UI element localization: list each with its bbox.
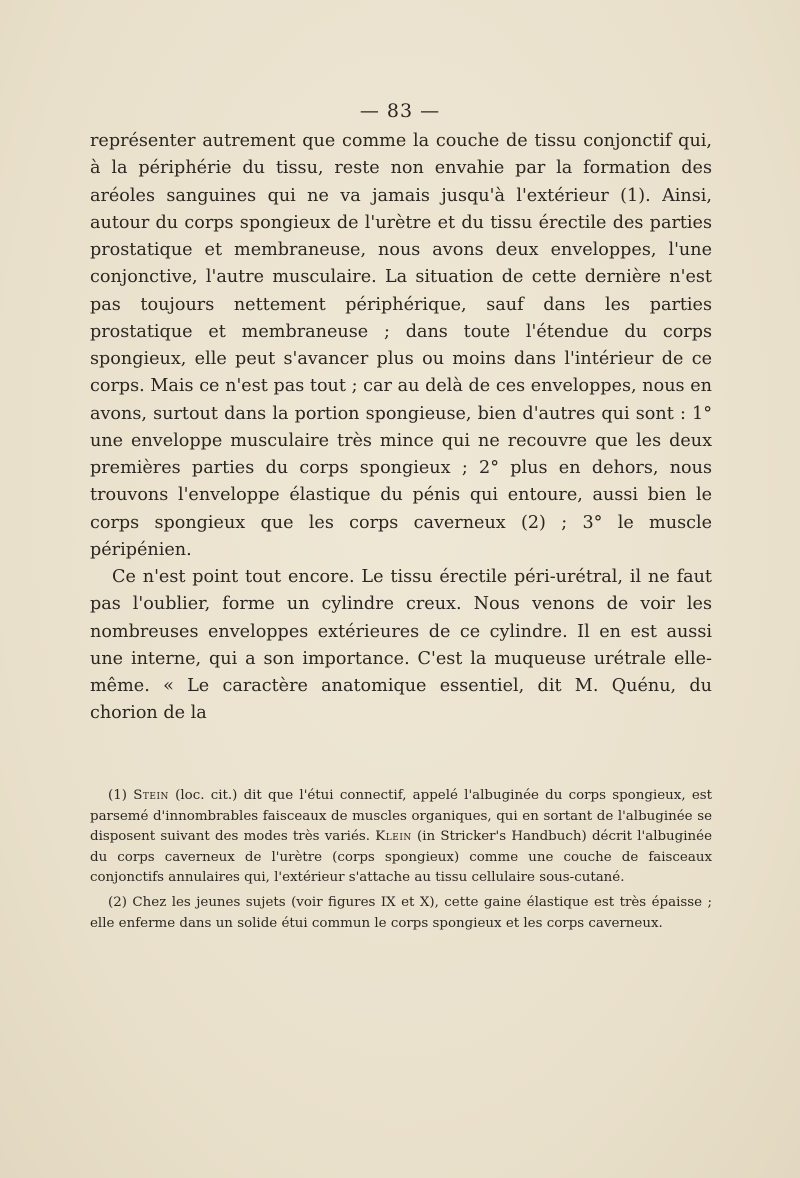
footnote-1-author: Stein [133,788,169,803]
paragraph-1: représenter autrement que comme la couche de tissu conjonctif qui, à la périphérie du tissu, reste non envahie par la formation des aréoles sanguines qui ne va jamais jusqu'à l'extérieur (1). Ainsi, autour du corps spongieux de l'urètre et du tissu érectile des parties prostatique et membraneuse, nous avons deux enveloppes, l'une conjonctive, l'autre musculaire. La situation de cette dernière n'est pas toujours nettement périphérique, sauf dans les parties prostatique et membraneuse ; dans toute l'étendue du corps spongieux, elle peut s'avancer plus ou moins dans l'intérieur de ce corps. Mais ce n'est pas tout ; car au delà de ces enveloppes, nous en avons, surtout dans la portion spongieuse, bien d'autres qui sont : 1° une enveloppe musculaire très mince qui ne recouvre que les deux premières parties du corps spongieux ; 2° plus en dehors, nous trouvons l'enveloppe élastique du pénis qui entoure, aussi bien le corps spongieux que les corps caverneux (2) ; 3° le muscle péripénien. [90,131,712,560]
footnote-2-marker: (2) [108,894,127,910]
page-number: — 83 — [359,100,441,122]
footnote-1 [90,786,712,889]
footnote-1-author-2: Klein [375,829,412,845]
footnote-2-text: Chez les jeunes sujets (voir figures IX et X), cette gaine élastique est très épaisse ; elle enferme dans un solide étui commun le corps spongieux et les corps caverneux. [90,894,712,931]
footnotes [90,786,712,938]
footnote-1-text: (loc. cit.) dit que l'étui connectif, appelé l'albuginée du corps spongieux, est parsemé d'innombrables faisceaux de muscles organiques, qui en sortant de l'albuginée se disposent suivant des modes très variés. [90,788,712,845]
main-text [90,128,712,728]
footnote-1-text-2: (in Stricker's Handbuch) décrit l'albuginée du corps caverneux de l'urètre (corps spongieux) comme une couche de faisceaux conjonctifs annulaires qui, l'extérieur s'attache au tissu cellulaire sous-cutané. [90,829,712,886]
footnote-1-marker: (1) [108,788,127,803]
footnote-2 [90,893,712,934]
paragraph-2: Ce n'est point tout encore. Le tissu érectile péri-urétral, il ne faut pas l'oublier, forme un cylindre creux. Nous venons de voir les nombreuses enveloppes extérieures de ce cylindre. Il en est aussi une interne, qui a son importance. C'est la muqueuse urétrale elle-même. « Le caractère anatomique essentiel, dit M. Quénu, du chorion de la [90,567,712,724]
